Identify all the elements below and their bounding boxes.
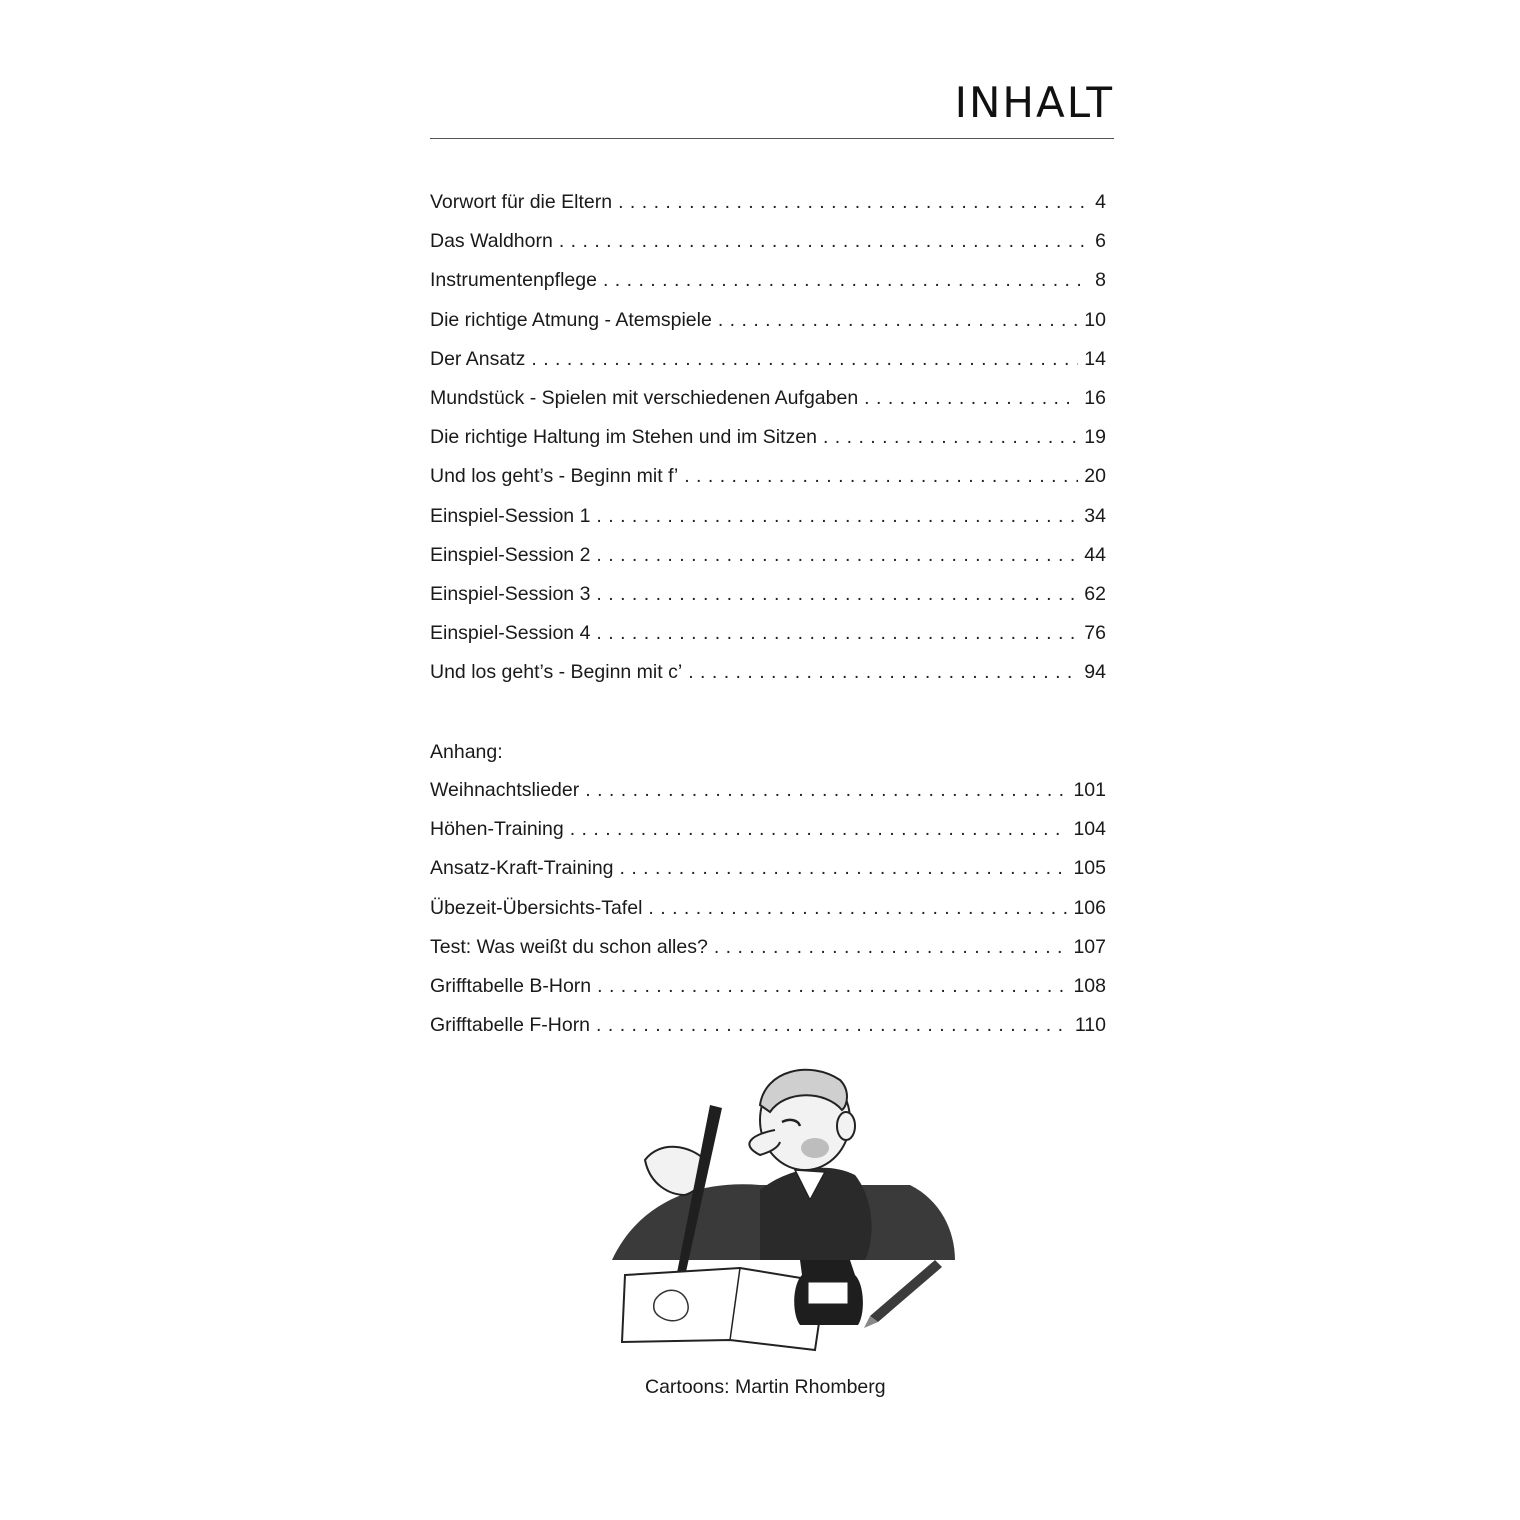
- toc-entry-label: Einspiel-Session 1: [430, 504, 591, 527]
- toc-entry-label: Und los geht’s - Beginn mit c’: [430, 661, 683, 684]
- toc-entry-page: 44: [1084, 543, 1106, 566]
- toc-dot-leader: [596, 614, 1078, 653]
- toc-entry[interactable]: [430, 810, 1106, 849]
- toc-entry-label: Die richtige Atmung - Atemspiele: [430, 308, 712, 331]
- toc-dot-leader: [688, 653, 1078, 692]
- toc-dot-leader: [596, 536, 1078, 575]
- toc-dot-leader: [597, 967, 1067, 1006]
- toc-dot-leader: [570, 810, 1068, 849]
- toc-entry-label: Ansatz-Kraft-Training: [430, 857, 614, 880]
- cartoon-illustration: [610, 1060, 960, 1360]
- toc-entry[interactable]: [430, 183, 1106, 222]
- appendix-heading: Anhang:: [430, 741, 503, 763]
- toc-entry[interactable]: [430, 536, 1106, 575]
- cartoon-doodle: [654, 1290, 689, 1320]
- toc-dot-leader: [648, 889, 1067, 928]
- toc-dot-leader: [620, 849, 1068, 888]
- toc-entry-label: Instrumentenpflege: [430, 269, 597, 292]
- toc-dot-leader: [596, 497, 1078, 536]
- toc-entry-label: Test: Was weißt du schon alles?: [430, 935, 708, 958]
- toc-entry[interactable]: [430, 497, 1106, 536]
- cartoon-ink-label: [808, 1282, 848, 1304]
- cartoon-cheek: [801, 1138, 829, 1158]
- toc-dot-leader: [864, 379, 1078, 418]
- toc-entry[interactable]: [430, 889, 1106, 928]
- toc-entry-label: Mundstück - Spielen mit verschiedenen Aufgaben: [430, 386, 859, 409]
- toc-entry-page: 10: [1084, 308, 1106, 331]
- toc-entry-page: 4: [1095, 191, 1106, 213]
- toc-entry-page: 110: [1074, 1014, 1106, 1037]
- toc-dot-leader: [531, 340, 1078, 379]
- toc-page: [430, 0, 1114, 1520]
- toc-entry-label: Und los geht’s - Beginn mit f’: [430, 465, 679, 488]
- toc-entry-label: Weihnachtslieder: [430, 779, 580, 801]
- toc-entry[interactable]: [430, 928, 1106, 967]
- toc-entry-page: 104: [1073, 818, 1106, 841]
- toc-entry[interactable]: [430, 261, 1106, 300]
- toc-entry-label: Die richtige Haltung im Stehen und im Sitzen: [430, 426, 817, 449]
- toc-entry-label: Höhen-Training: [430, 818, 564, 841]
- toc-entry-page: 105: [1073, 857, 1106, 880]
- toc-entry-label: Übezeit-Übersichts-Tafel: [430, 896, 643, 919]
- toc-dot-leader: [618, 183, 1089, 222]
- toc-entry[interactable]: [430, 222, 1106, 261]
- toc-entry-page: 6: [1095, 230, 1106, 253]
- toc-entry-page: 107: [1073, 935, 1106, 958]
- toc-entry-page: 101: [1073, 779, 1106, 801]
- toc-entry[interactable]: [430, 575, 1106, 614]
- toc-entry-label: Vorwort für die Eltern: [430, 191, 613, 213]
- toc-appendix-list: [430, 771, 1106, 1045]
- toc-entry[interactable]: [430, 849, 1106, 888]
- toc-entry-page: 106: [1073, 896, 1106, 919]
- toc-entry-label: Einspiel-Session 2: [430, 543, 591, 566]
- toc-entry-label: Der Ansatz: [430, 347, 526, 370]
- toc-main-list: [430, 183, 1106, 692]
- toc-entry-page: 19: [1084, 426, 1106, 449]
- toc-dot-leader: [585, 771, 1067, 810]
- toc-entry[interactable]: [430, 614, 1106, 653]
- toc-entry[interactable]: [430, 418, 1106, 457]
- toc-entry-page: 14: [1084, 347, 1106, 370]
- cartoon-pencil: [870, 1260, 942, 1322]
- toc-entry-page: 76: [1084, 622, 1106, 645]
- toc-entry-label: Das Waldhorn: [430, 230, 553, 253]
- toc-entry-label: Grifftabelle F-Horn: [430, 1014, 591, 1037]
- toc-entry-label: Einspiel-Session 3: [430, 582, 591, 605]
- toc-entry-page: 8: [1095, 269, 1106, 292]
- title-rule: [430, 138, 1114, 139]
- toc-entry[interactable]: [430, 340, 1106, 379]
- toc-dot-leader: [596, 575, 1078, 614]
- toc-entry-page: 108: [1073, 974, 1106, 997]
- toc-entry-label: Einspiel-Session 4: [430, 622, 591, 645]
- toc-entry-page: 34: [1084, 504, 1106, 527]
- toc-entry[interactable]: [430, 653, 1106, 692]
- toc-entry[interactable]: [430, 301, 1106, 340]
- toc-entry-label: Grifftabelle B-Horn: [430, 974, 592, 997]
- toc-entry-page: 16: [1084, 386, 1106, 409]
- toc-entry[interactable]: [430, 1006, 1106, 1045]
- toc-entry[interactable]: [430, 771, 1106, 810]
- toc-dot-leader: [823, 418, 1078, 457]
- toc-dot-leader: [684, 457, 1078, 496]
- toc-dot-leader: [559, 222, 1089, 261]
- toc-dot-leader: [603, 261, 1089, 300]
- toc-entry[interactable]: [430, 967, 1106, 1006]
- toc-entry[interactable]: [430, 379, 1106, 418]
- toc-entry-page: 62: [1084, 582, 1106, 605]
- cartoon-credit: Cartoons: Martin Rhomberg: [645, 1376, 886, 1398]
- toc-entry[interactable]: [430, 457, 1106, 496]
- toc-dot-leader: [714, 928, 1068, 967]
- toc-dot-leader: [596, 1006, 1069, 1045]
- page-title: INHALT: [954, 78, 1114, 127]
- toc-dot-leader: [718, 301, 1078, 340]
- toc-entry-page: 94: [1084, 661, 1106, 684]
- cartoon-ear: [837, 1112, 855, 1140]
- cartoon-book: [622, 1268, 825, 1350]
- toc-entry-page: 20: [1084, 465, 1106, 488]
